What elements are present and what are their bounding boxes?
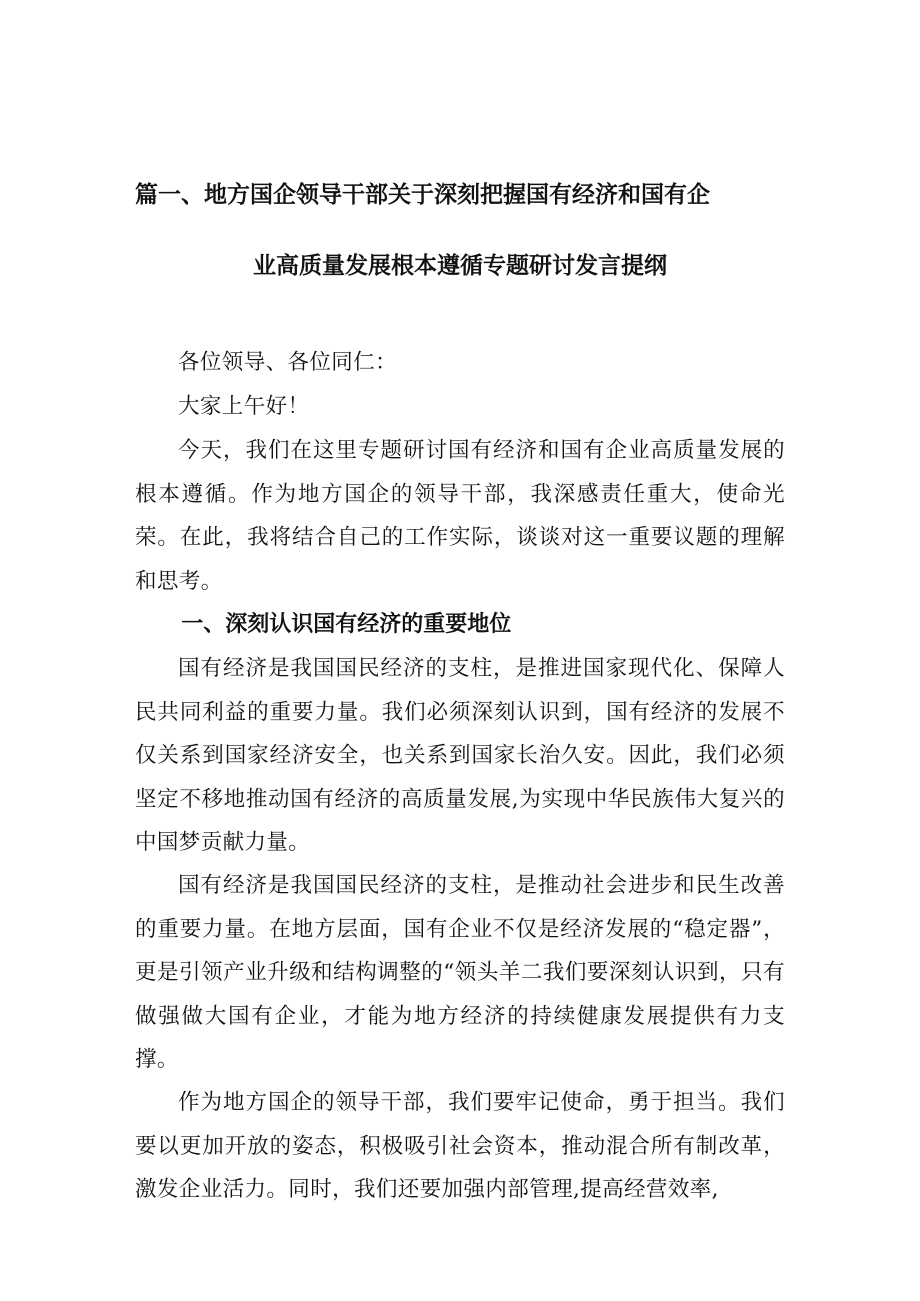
- section-1-paragraph-3: 作为地方国企的领导干部，我们要牢记使命，勇于担当。我们要以更加开放的姿态，积极吸引社会资本，推动混合所有制改革，激发企业活力。同时，我们还要加强内部管理,提高经营效率,: [135, 1090, 785, 1202]
- section-1-heading: 一、深刻认识国有经济的重要地位: [181, 612, 512, 637]
- document-title-line-1: 篇一、地方国企领导干部关于深刻把握国有经济和国有企: [135, 182, 710, 208]
- greeting-paragraph: 大家上午好！: [178, 394, 310, 419]
- section-1-paragraph-2: 国有经济是我国国民经济的支柱，是推动社会进步和民生改善的重要力量。在地方层面，国有企业不仅是经济发展的“稳定器”，更是引领产业升级和结构调整的“领头羊二我们要深刻认识到，只有做强做大国有企业，才能为地方经济的持续健康发展提供有力支撑。: [135, 873, 785, 1072]
- salutation-paragraph: 各位领导、各位同仁：: [178, 350, 398, 375]
- document-title-line-2: 业高质量发展根本遵循专题研讨发言提纲: [253, 253, 667, 279]
- section-1-paragraph-1: 国有经济是我国国民经济的支柱，是推进国家现代化、保障人民共同利益的重要力量。我们必须深刻认识到，国有经济的发展不仅关系到国家经济安全，也关系到国家长治久安。因此，我们必须坚定不移地推动国有经济的高质量发展,为实现中华民族伟大复兴的中国梦贡献力量。: [135, 656, 785, 855]
- intro-paragraph: 今天，我们在这里专题研讨国有经济和国有企业高质量发展的根本遵循。作为地方国企的领导干部，我深感责任重大，使命光荣。在此，我将结合自己的工作实际，谈谈对这一重要议题的理解和思考。: [135, 438, 785, 594]
